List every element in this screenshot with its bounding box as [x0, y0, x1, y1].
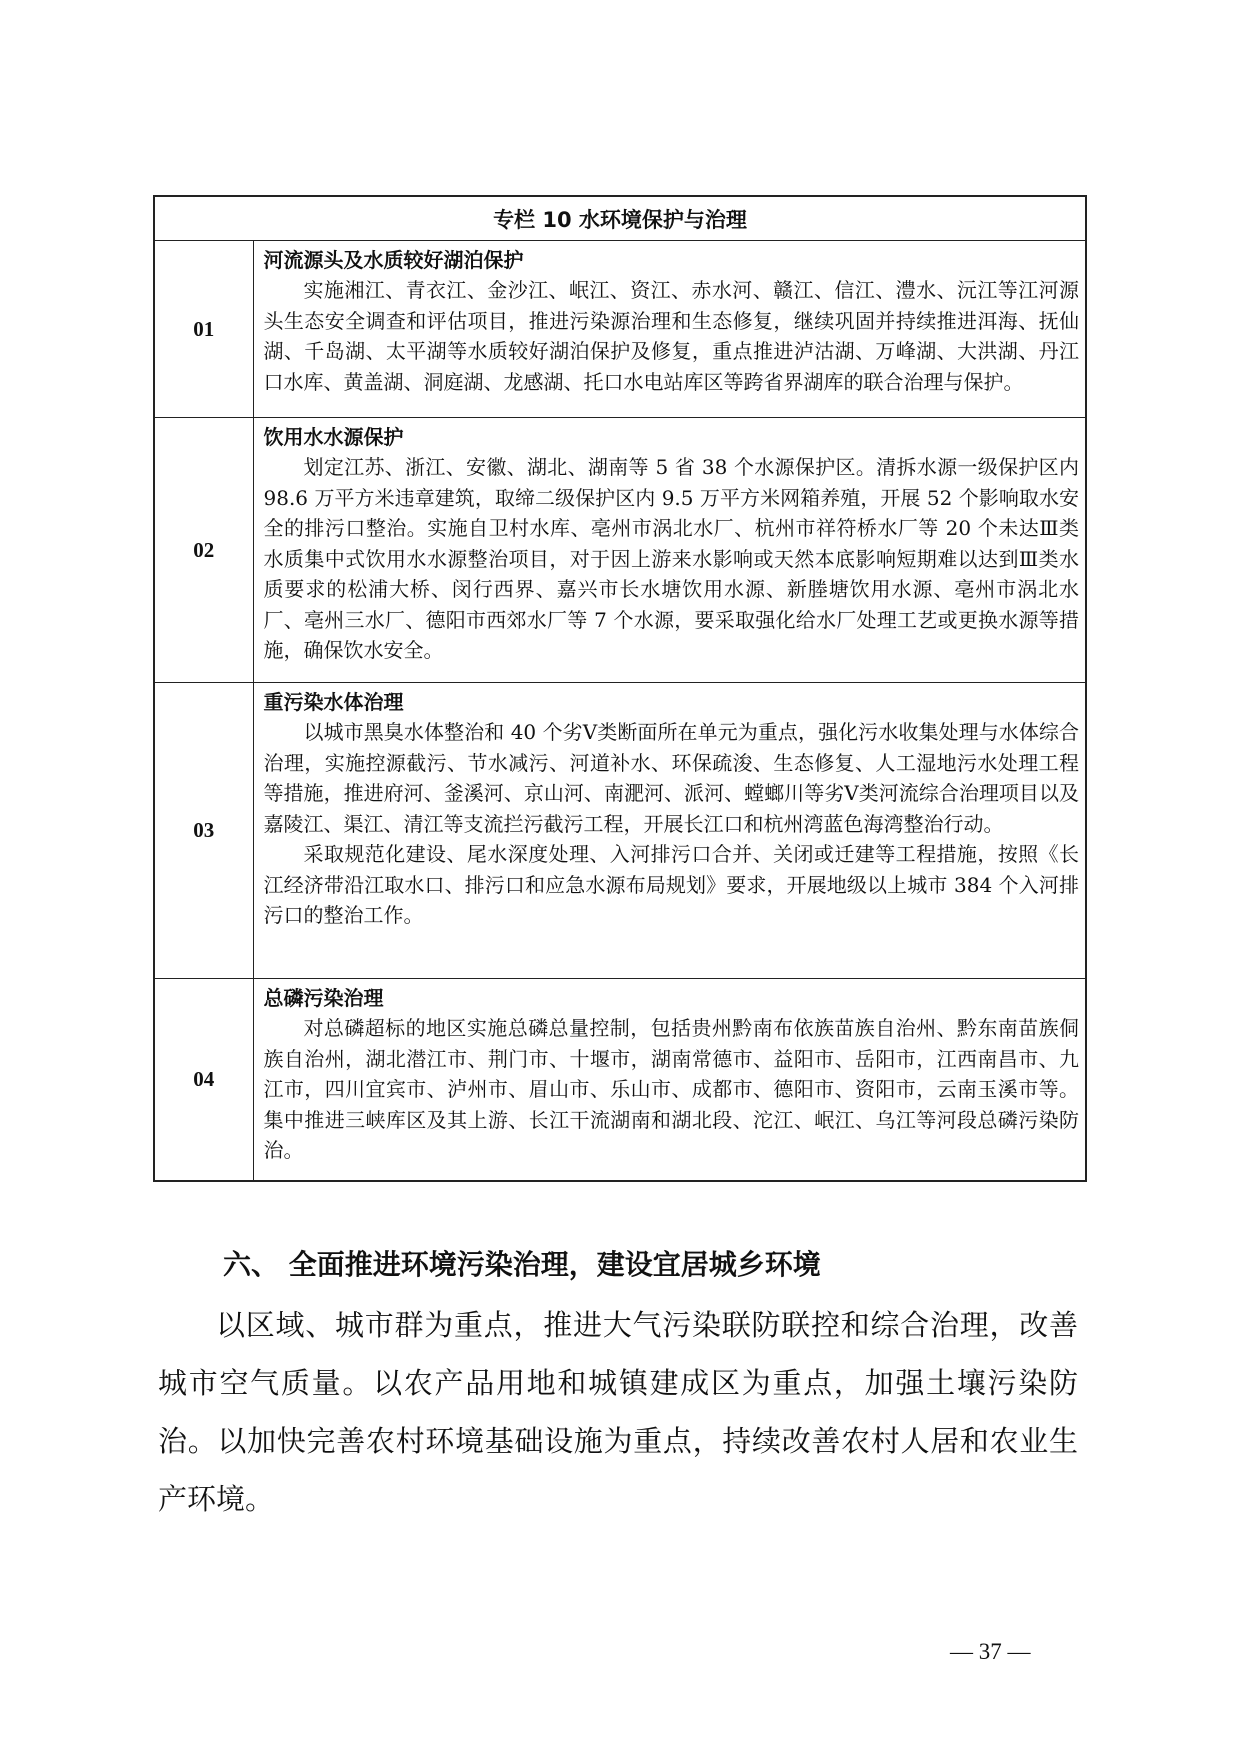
item-number: 02	[154, 418, 253, 683]
item-heading: 河流源头及水质较好湖泊保护	[263, 248, 524, 272]
item-heading: 重污染水体治理	[263, 690, 404, 714]
item-paragraph: 划定江苏、浙江、安徽、湖北、湖南等 5 省 38 个水源保护区。清拆水源一级保护区内 98.6 万平方米违章建筑，取缔二级保护区内 9.5 万平方米网箱养殖，开展 52 个影响取水安全的排污口整治。实施自卫村水库、亳州市涡北水厂、杭州市祥符桥水厂等 20 个未达Ⅲ类水质集中式饮用水水源整治项目，对于因上游来水影响或天然本底影响短期难以达到Ⅲ类水质要求的松浦大桥、闵行西界、嘉兴市长水塘饮用水源、新塍塘饮用水源、亳州市涡北水厂、亳州三水厂、德阳市西郊水厂等 7 个水源，要采取强化给水厂处理工艺或更换水源等措施，确保饮水安全。	[263, 455, 1079, 662]
page-number: — 37 —	[950, 1639, 1031, 1664]
section-heading: 六、 全面推进环境污染治理，建设宜居城乡环境	[223, 1248, 821, 1281]
item-heading: 饮用水水源保护	[263, 425, 404, 449]
item-content	[253, 979, 1086, 1181]
item-number: 01	[154, 241, 253, 418]
table-row	[154, 979, 1086, 1181]
table-row	[154, 418, 1086, 683]
item-number: 04	[154, 979, 253, 1181]
item-heading: 总磷污染治理	[263, 986, 384, 1010]
item-content	[253, 683, 1086, 979]
table-row	[154, 241, 1086, 418]
item-content	[253, 418, 1086, 683]
box-title: 专栏 10 水环境保护与治理	[154, 196, 1086, 241]
item-paragraph: 对总磷超标的地区实施总磷总量控制，包括贵州黔南布依族苗族自治州、黔东南苗族侗族自治州，湖北潜江市、荆门市、十堰市，湖南常德市、益阳市、岳阳市，江西南昌市、九江市，四川宜宾市、泸州市、眉山市、乐山市、成都市、德阳市、资阳市，云南玉溪市等。集中推进三峡库区及其上游、长江干流湖南和湖北段、沱江、岷江、乌江等河段总磷污染防治。	[263, 1016, 1079, 1162]
item-paragraph: 采取规范化建设、尾水深度处理、入河排污口合并、关闭或迁建等工程措施，按照《长江经济带沿江取水口、排污口和应急水源布局规划》要求，开展地级以上城市 384 个入河排污口的整治工作。	[263, 842, 1079, 927]
item-paragraph: 以城市黑臭水体整治和 40 个劣Ⅴ类断面所在单元为重点，强化污水收集处理与水体综合治理，实施控源截污、节水减污、河道补水、环保疏浚、生态修复、人工湿地污水处理工程等措施，推进府河、釜溪河、京山河、南淝河、派河、螳螂川等劣Ⅴ类河流综合治理项目以及嘉陵江、渠江、清江等支流拦污截污工程，开展长江口和杭州湾蓝色海湾整治行动。	[263, 720, 1079, 836]
item-paragraph: 实施湘江、青衣江、金沙江、岷江、资江、赤水河、赣江、信江、澧水、沅江等江河源头生态安全调查和评估项目，推进污染源治理和生态修复，继续巩固并持续推进洱海、抚仙湖、千岛湖、太平湖等水质较好湖泊保护及修复，重点推进泸沽湖、万峰湖、大洪湖、丹江口水库、黄盖湖、洞庭湖、龙感湖、托口水电站库区等跨省界湖库的联合治理与保护。	[263, 278, 1079, 394]
section-body: 以区域、城市群为重点，推进大气污染联防联控和综合治理，改善城市空气质量。以农产品用地和城镇建成区为重点，加强土壤污染防治。以加快完善农村环境基础设施为重点，持续改善农村人居和农业生产环境。	[158, 1308, 1078, 1516]
item-number: 03	[154, 683, 253, 979]
item-content	[253, 241, 1086, 418]
column-box-table	[153, 195, 1087, 1182]
table-row	[154, 683, 1086, 979]
